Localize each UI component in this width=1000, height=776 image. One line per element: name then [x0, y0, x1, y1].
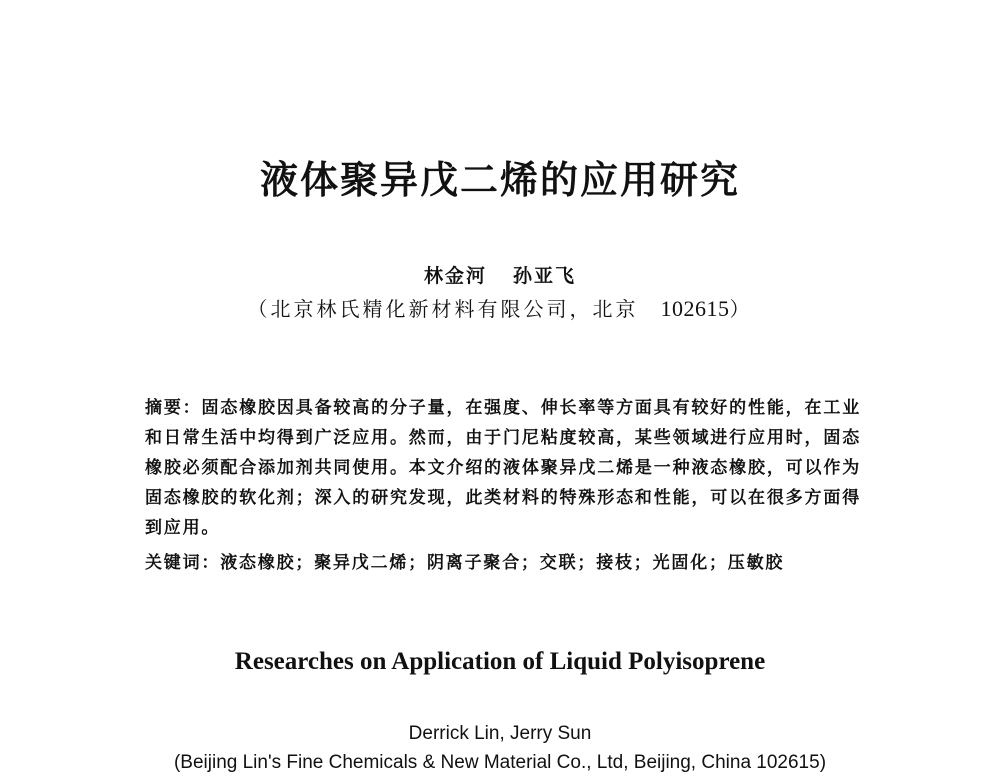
keywords-text: 液态橡胶；聚异戊二烯；阴离子聚合；交联；接枝；光固化；压敏胶	[220, 553, 785, 573]
affiliation-open-paren: （	[247, 297, 271, 321]
author-name: 林金河	[423, 265, 487, 287]
postal-code: 102615	[660, 296, 730, 321]
abstract-label: 摘要：	[145, 398, 202, 418]
affiliation-text: 北京林氏精化新材料有限公司，北京	[270, 297, 639, 321]
affiliation-close-paren: ）	[729, 297, 753, 321]
author-name: 孙亚飞	[513, 265, 577, 287]
keywords-cn	[145, 548, 861, 578]
abstract-text: 固态橡胶因具备较高的分子量，在强度、伸长率等方面具有较好的性能，在工业和日常生活中均得到广泛应用。然而，由于门尼粘度较高，某些领域进行应用时，固态橡胶必须配合添加剂共同使用。本文介绍的液体聚异戊二烯是一种液态橡胶，可以作为固态橡胶的软化剂；深入的研究发现，此类材料的特殊形态和性能，可以在很多方面得到应用。	[145, 398, 861, 538]
paper-title-cn: 液体聚异戊二烯的应用研究	[259, 158, 740, 202]
affiliation-cn	[0, 294, 1000, 324]
author-list-cn	[0, 262, 1000, 290]
abstract-cn	[145, 393, 861, 543]
affiliation-en: (Beijing Lin's Fine Chemicals & New Material Co., Ltd, Beijing, China 102615)	[173, 752, 827, 773]
author-list-en: Derrick Lin, Jerry Sun	[408, 723, 592, 744]
paper-title-en: Researches on Application of Liquid Polyisoprene	[234, 648, 766, 675]
keywords-label: 关键词：	[145, 553, 221, 573]
